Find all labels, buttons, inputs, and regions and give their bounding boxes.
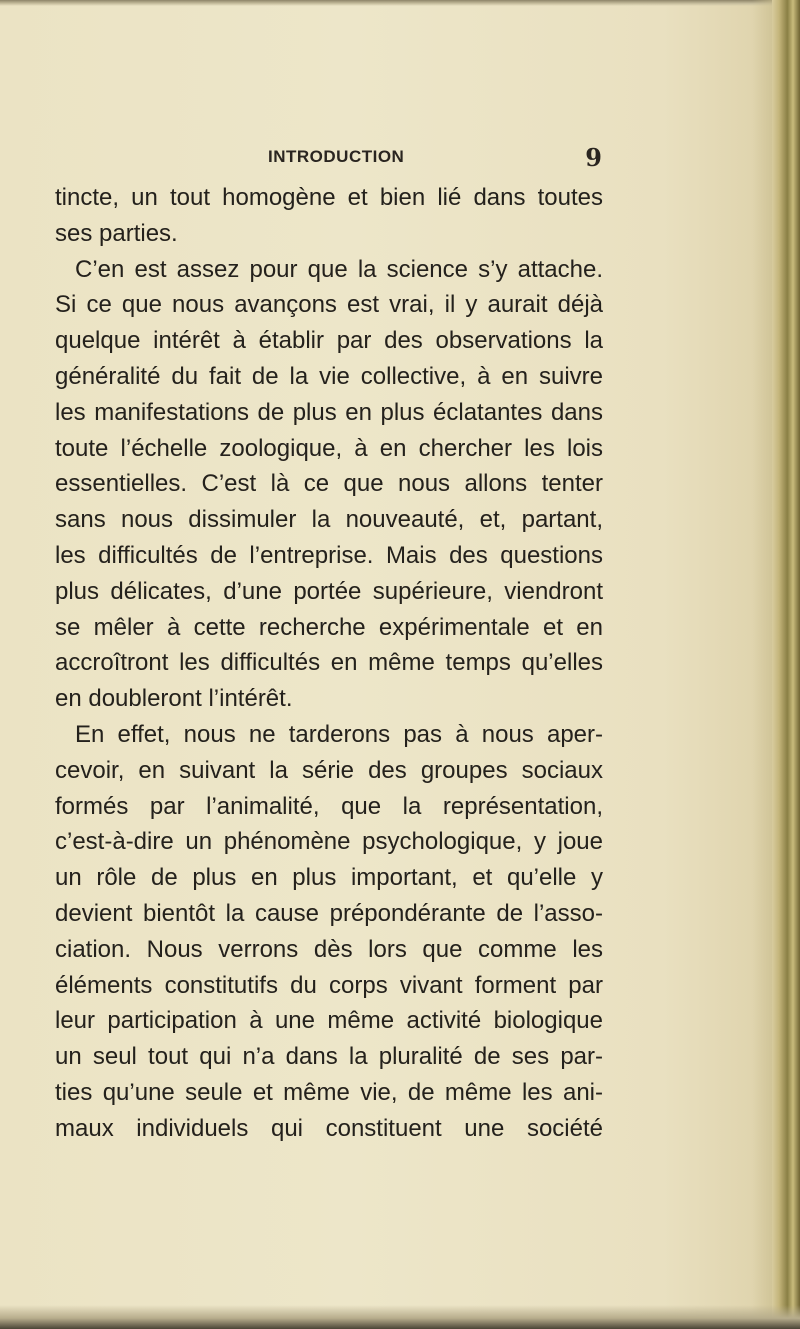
text-line: généralité du fait de la vie collective, à en suivre: [55, 362, 603, 390]
text-line: C’en est assez pour que la science s’y attache.: [75, 255, 603, 283]
running-head: INTRODUCTION: [268, 147, 405, 166]
text-line: sans nous dissimuler la nouveauté, et, partant,: [55, 506, 603, 534]
text-line: un seul tout qui n’a dans la pluralité de ses par-: [55, 1043, 603, 1071]
text-line: les difficultés de l’entreprise. Mais des questions: [55, 541, 603, 569]
page-right-edge: [772, 0, 800, 1329]
text-line: accroîtront les difficultés en même temps qu’elles: [55, 649, 603, 677]
text-line: ses parties.: [55, 219, 178, 247]
text-line: Si ce que nous avançons est vrai, il y aurait déjà: [55, 291, 603, 319]
text-line: ties qu’une seule et même vie, de même les ani-: [55, 1078, 603, 1106]
page-gutter-shadow: [752, 0, 772, 1329]
text-line: quelque intérêt à établir par des observations la: [55, 327, 603, 355]
text-line: leur participation à une même activité biologique: [55, 1007, 603, 1035]
text-line: plus délicates, d’une portée supérieure, viendront: [55, 577, 603, 605]
text-line: c’est-à-dire un phénomène psychologique, y joue: [55, 828, 603, 856]
text-line: se mêler à cette recherche expérimentale et en: [55, 613, 603, 641]
text-line: ciation. Nous verrons dès lors que comme les: [55, 935, 603, 963]
text-line: devient bientôt la cause prépondérante de l’asso-: [55, 899, 603, 927]
text-line: un rôle de plus en plus important, et qu’elle y: [55, 864, 603, 892]
text-line: formés par l’animalité, que la représentation,: [55, 792, 603, 820]
text-line: toute l’échelle zoologique, à en chercher les lois: [55, 434, 603, 462]
text-line: les manifestations de plus en plus éclatantes dans: [55, 398, 603, 426]
text-line: en doubleront l’intérêt.: [55, 685, 293, 713]
text-line: éléments constitutifs du corps vivant forment par: [55, 971, 603, 999]
page-number: 9: [585, 143, 602, 172]
body-text: [55, 180, 603, 1147]
text-line: maux individuels qui constituent une société: [55, 1114, 603, 1142]
text-line: essentielles. C’est là ce que nous allons tenter: [55, 470, 603, 498]
page-bottom-edge: [0, 1305, 800, 1329]
page-top-edge: [0, 0, 800, 6]
page-header: [268, 143, 602, 173]
text-line: cevoir, en suivant la série des groupes sociaux: [55, 756, 603, 784]
text-line: En effet, nous ne tarderons pas à nous aper-: [75, 720, 603, 748]
text-line: tincte, un tout homogène et bien lié dans toutes: [55, 184, 603, 211]
